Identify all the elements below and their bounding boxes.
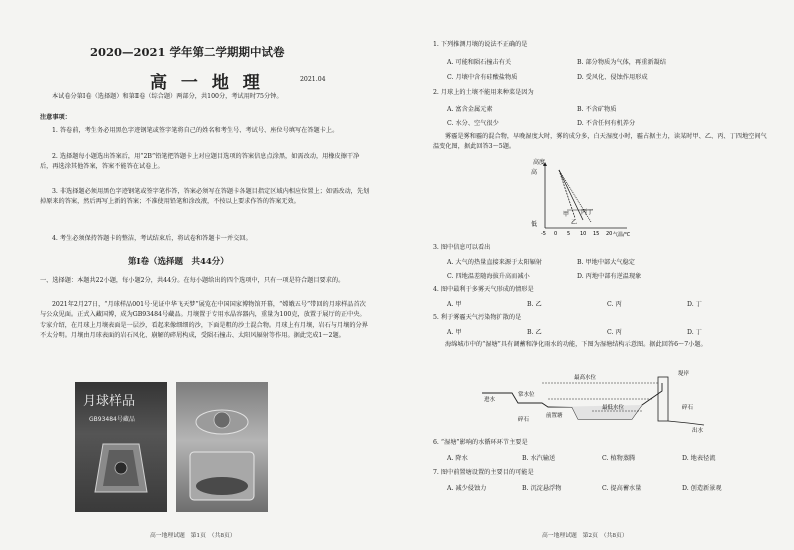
question-2: 2. 月球上的土壤不能用来种菜是因为 [433, 89, 534, 96]
outflow-pipe [668, 421, 704, 425]
glass-jar-shape [176, 382, 268, 512]
exam-date: 2021.04 [300, 76, 326, 83]
q7-option-d: D. 创造新景观 [682, 485, 722, 492]
q2-option-a: A. 富含金属元素 [447, 106, 493, 113]
notice-2: 2. 选择题每小题选出答案后，用“2B”铅笔把答题卡上对应题目选项的答案信息点涂黑，如需改动，用橡皮擦干净后，再选涂其他答案，答案不能答在试卷上。 [40, 153, 360, 171]
wet-pond-diagram [482, 363, 722, 433]
q6-option-a: A. 降水 [447, 455, 468, 462]
q4-option-d: D. 丁 [687, 301, 702, 308]
q2-option-b: B. 不含矿物质 [577, 106, 617, 113]
x-tick-label: 15 [593, 231, 600, 237]
q3-option-d: D. 丙地中部有逆温现象 [577, 273, 642, 280]
label-normal-level: 常水位 [518, 392, 535, 398]
series-label-yi: 乙 [571, 219, 578, 226]
label-max-level: 最高水位 [574, 375, 597, 381]
section-title: 第Ⅰ卷（选择题 共44分） [128, 257, 229, 267]
q5-option-d: D. 丁 [687, 329, 702, 336]
label-gravel-left: 碎石 [518, 417, 530, 423]
q1-option-d: D. 受风化、侵蚀作用形成 [577, 74, 648, 81]
question-5: 5. 利于雾霾天气污染物扩散的是 [433, 314, 522, 321]
label-gravel-right: 碎石 [682, 405, 694, 411]
q7-option-c: C. 提高蓄水量 [602, 485, 642, 492]
q5-option-b: B. 乙 [527, 329, 542, 336]
q2-option-d: D. 不含任何有机养分 [577, 120, 636, 127]
series-label-jia: 甲 [563, 211, 570, 218]
question-4: 4. 图中最利于多雾天气形成的情形是 [433, 286, 534, 293]
q6-option-b: B. 水汽输送 [522, 455, 556, 462]
q4-option-b: B. 乙 [527, 301, 542, 308]
q7-option-a: A. 减少侵蚀力 [447, 485, 487, 492]
q7-option-b: B. 沉淀悬浮物 [522, 485, 562, 492]
subject-title: 高 一 地 理 [150, 73, 264, 93]
moon-sample-photo [75, 382, 167, 512]
q1-option-a: A. 可能和陨石撞击有关 [447, 59, 512, 66]
mc-intro: 一、选择题：本题共22小题，每小题2分，共44分。在每小题给出的四个选项中，只有一项是符合题目要求的。 [40, 277, 345, 284]
question-6: 6. “湿塘”影响的水循环环节主要是 [433, 439, 528, 446]
temperature-profile-chart [527, 158, 637, 238]
footer-right: 高一地理试题 第2页 （共8页） [542, 533, 628, 539]
embankment [658, 377, 668, 421]
chart-xunit: 气温/℃ [613, 232, 631, 238]
q3-option-a: A. 大气的热量直接来源于太阳辐射 [447, 259, 543, 266]
notice-heading: 注意事项： [40, 114, 71, 121]
q4-option-a: A. 甲 [447, 301, 462, 308]
q6-option-d: D. 地表径流 [682, 455, 716, 462]
crystal-container-shape [75, 382, 167, 512]
chart-bottom-label: 低 [531, 221, 538, 228]
series-label-bing: 丙 [581, 209, 588, 216]
wet-pond-passage: 海绵城市中的“湿塘”具有调蓄和净化雨水的功能，下图为湿塘结构示意图。据此回答6～7小题。 [445, 341, 707, 348]
question-7: 7. 图中前置塘设置的主要目的可能是 [433, 469, 534, 476]
label-embankment: 堤岸 [678, 371, 690, 377]
fog-passage: 雾霾是雾和霾的混合物，早晚湿度大时，雾的成分多，白天湿度小时，霾占据主力，读某时甲、乙、丙、丁四地空间气温变化图，据此回答3～5题。 [433, 133, 767, 151]
notice-4: 4. 考生必须保持答题卡的整洁，考试结束后，将试卷和答题卡一并交回。 [52, 235, 252, 242]
label-forebay: 前置塘 [546, 413, 563, 419]
exam-title: 2020—2021 学年第二学期期中试卷 [90, 45, 285, 59]
x-tick-label: 10 [580, 231, 587, 237]
q5-option-a: A. 甲 [447, 329, 462, 336]
moon-passage: 2021年2月27日，“月球样品001号·见证中华飞天梦”展览在中国国家博物馆开幕，“嫦娥五号”带回的月球样品首次与公众见面。正式入藏国博，成为GB93484号藏品。月壤置于专用水晶容器内，重量为100克，放置于展厅的正中央。专家介绍，在月球上月壤表面是一层沙，看起来像细细的沙，下面是粗的沙土混合物。月球上有月壤，岩石与月壤的分界不太分明。月壤由月球表面的岩石风化、崩解的碎屑构成，受陨石撞击、太阳风辐射等作用。据此完成1～2题。 [40, 301, 368, 340]
q2-option-c: C. 水分、空气很少 [447, 120, 499, 127]
q4-option-c: C. 丙 [607, 301, 622, 308]
q5-option-c: C. 丙 [607, 329, 622, 336]
label-outflow: 出水 [692, 428, 704, 433]
x-tick-label: 5 [567, 231, 571, 237]
moon-soil-jar-photo [176, 382, 268, 512]
q3-option-b: B. 甲地中部大气稳定 [577, 259, 635, 266]
page-right [397, 0, 794, 550]
notice-1: 1. 答卷前，考生务必用黑色字迹钢笔或签字笔将自己的姓名和考生号、考试号、座位号填写在答题卡上。 [52, 127, 339, 134]
question-3: 3. 图中信息可以看出 [433, 244, 491, 251]
chart-x-ticks [541, 231, 612, 237]
x-tick-label: 20 [606, 231, 613, 237]
q1-option-b: B. 部分物质为气体，再重新凝结 [577, 59, 666, 66]
chart-ylabel: 高度 [533, 159, 546, 166]
photo-label-main: 月球样品 [83, 394, 136, 409]
notice-3: 3. 非选择题必须用黑色字迹钢笔或签字笔作答，答案必须写在答题卡各题目指定区域内相应位置上；如需改动，先划掉原来的答案，然后再写上新的答案；不准使用铅笔和涂改液，不按以上要求作答的答案无效。 [40, 188, 370, 206]
series-label-ding: 丁 [587, 209, 594, 216]
label-min-level: 最低水位 [602, 405, 625, 411]
q6-option-c: C. 植物蒸腾 [602, 455, 636, 462]
x-tick-label: 0 [554, 231, 558, 237]
intro-text: 本试卷分第Ⅰ卷（选择题）和第Ⅱ卷（综合题）两部分，共100分，考试用时75分钟。 [52, 93, 283, 100]
question-1: 1. 下列推测月壤的说法不正确的是 [433, 41, 528, 48]
footer-left: 高一地理试题 第1页 （共8页） [150, 533, 236, 539]
photo-label-sub: GB93484号藏品 [89, 416, 135, 423]
q3-option-c: C. 四地温差随海拔升高而减小 [447, 273, 530, 280]
label-inflow: 进水 [484, 397, 496, 403]
q1-option-c: C. 月壤中含有硅酸盐物质 [447, 74, 518, 81]
x-tick-label: -5 [541, 231, 546, 237]
chart-top-label: 高 [531, 169, 538, 176]
